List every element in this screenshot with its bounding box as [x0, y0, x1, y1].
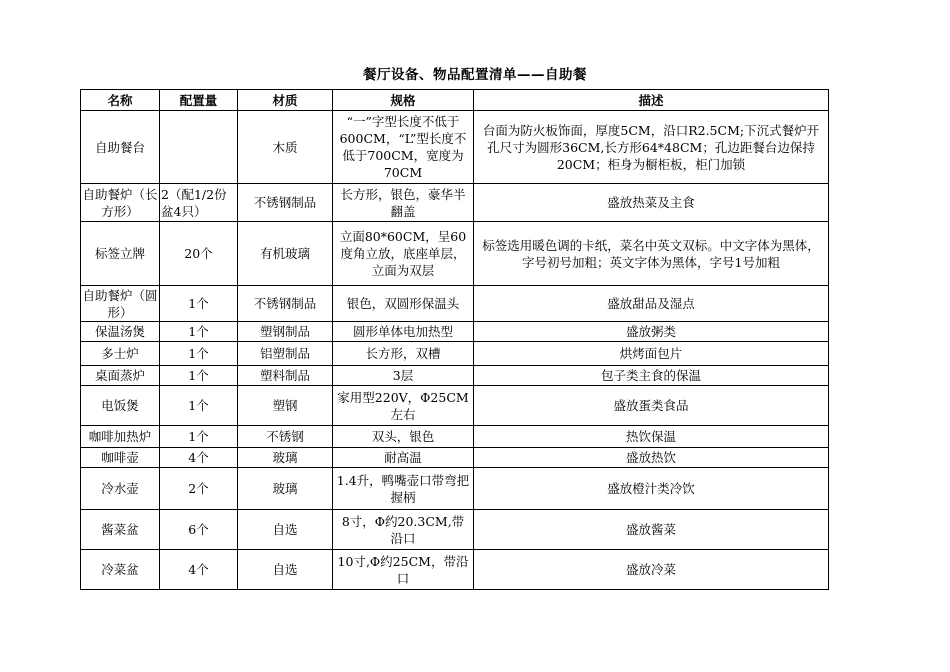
table-row — [81, 550, 829, 590]
cell-spec: 1.4升，鸭嘴壶口带弯把握柄 — [333, 468, 474, 510]
table-row — [81, 426, 829, 448]
cell-name: 多士炉 — [81, 342, 160, 366]
cell-material: 玻璃 — [238, 468, 333, 510]
cell-name: 冷水壶 — [81, 468, 160, 510]
cell-spec: 银色，双圆形保温头 — [333, 286, 474, 322]
cell-material: 自选 — [238, 550, 333, 590]
cell-spec: 双头，银色 — [333, 426, 474, 448]
header-row — [81, 90, 829, 111]
page-title: 餐厅设备、物品配置清单——自助餐 — [363, 67, 587, 83]
cell-name: 自助餐炉（圆形） — [82, 287, 158, 320]
cell-material: 塑料制品 — [238, 366, 333, 386]
cell-description: 盛放甜品及湿点 — [474, 286, 829, 322]
cell-quantity: 1个 — [160, 366, 238, 386]
cell-quantity: 1个 — [160, 286, 238, 322]
cell-name: 电饭煲 — [81, 386, 160, 426]
cell-material: 玻璃 — [238, 448, 333, 468]
cell-description: 盛放热菜及主食 — [474, 184, 829, 222]
cell-name: 酱菜盆 — [81, 510, 160, 550]
cell-name: 标签立牌 — [81, 222, 160, 286]
cell-material: 不锈钢 — [238, 426, 333, 448]
cell-spec: “一”字型长度不低于600CM，“L”型长度不低于700CM，宽度为70CM — [333, 111, 474, 184]
cell-spec: 3层 — [333, 366, 474, 386]
cell-material: 不锈钢制品 — [238, 286, 333, 322]
table-row — [81, 510, 829, 550]
cell-quantity: 2（配1/2份盆4只） — [160, 184, 238, 222]
cell-description: 盛放热饮 — [474, 448, 829, 468]
cell-name: 自助餐炉（长方形） — [81, 184, 160, 222]
cell-material: 塑钢 — [238, 386, 333, 426]
table-row — [81, 286, 829, 322]
cell-material: 不锈钢制品 — [238, 184, 333, 222]
cell-description: 包子类主食的保温 — [474, 366, 829, 386]
header-quantity: 配置量 — [160, 90, 238, 111]
table-row — [81, 448, 829, 468]
cell-spec: 8寸，Φ约20.3CM,带沿口 — [333, 510, 474, 550]
cell-description: 烘烤面包片 — [474, 342, 829, 366]
header-spec: 规格 — [333, 90, 474, 111]
table-row — [81, 342, 829, 366]
cell-spec: 立面80*60CM，呈60度角立放，底座单层，立面为双层 — [333, 222, 474, 286]
cell-name: 桌面蒸炉 — [81, 366, 160, 386]
cell-description: 标签选用暖色调的卡纸，菜名中英文双标。中文字体为黑体，字号初号加粗；英文字体为黑体，字号1号加粗 — [474, 222, 829, 286]
cell-quantity: 4个 — [160, 448, 238, 468]
header-material: 材质 — [238, 90, 333, 111]
table-row — [81, 468, 829, 510]
cell-description: 盛放橙汁类冷饮 — [474, 468, 829, 510]
cell-material: 塑钢制品 — [238, 322, 333, 342]
cell-name: 冷菜盆 — [81, 550, 160, 590]
cell-material: 自选 — [238, 510, 333, 550]
cell-spec: 10寸,Φ约25CM，带沿口 — [333, 550, 474, 590]
cell-description: 盛放冷菜 — [474, 550, 829, 590]
header-description: 描述 — [474, 90, 829, 111]
cell-quantity: 2个 — [160, 468, 238, 510]
cell-quantity: 6个 — [160, 510, 238, 550]
cell-spec: 长方形，银色，豪华半翻盖 — [333, 184, 474, 222]
cell-name: 咖啡壶 — [81, 448, 160, 468]
cell-quantity: 20个 — [160, 222, 238, 286]
cell-spec: 耐高温 — [333, 448, 474, 468]
header-name: 名称 — [81, 90, 160, 111]
cell-quantity: 1个 — [160, 322, 238, 342]
cell-name: 自助餐台 — [81, 111, 160, 184]
cell-description: 热饮保温 — [474, 426, 829, 448]
cell-quantity: 1个 — [160, 426, 238, 448]
cell-description: 盛放粥类 — [474, 322, 829, 342]
cell-material: 有机玻璃 — [238, 222, 333, 286]
table-row — [81, 111, 829, 184]
cell-name: 保温汤煲 — [81, 322, 160, 342]
cell-quantity: 4个 — [160, 550, 238, 590]
table-row — [81, 366, 829, 386]
cell-name: 咖啡加热炉 — [81, 426, 160, 448]
cell-spec: 长方形，双槽 — [333, 342, 474, 366]
table-row — [81, 222, 829, 286]
cell-quantity — [160, 111, 238, 184]
table-row — [81, 184, 829, 222]
cell-description: 盛放蛋类食品 — [474, 386, 829, 426]
cell-material: 铝塑制品 — [238, 342, 333, 366]
cell-spec: 家用型220V，Φ25CM左右 — [333, 386, 474, 426]
equipment-table — [80, 89, 829, 590]
cell-quantity: 1个 — [160, 342, 238, 366]
table-row — [81, 386, 829, 426]
cell-quantity: 1个 — [160, 386, 238, 426]
table-row — [81, 322, 829, 342]
cell-description: 台面为防火板饰面，厚度5CM，沿口R2.5CM;下沉式餐炉开孔尺寸为圆形36CM,长方形64*48CM；孔边距餐台边保持20CM；柜身为橱柜板，柜门加锁 — [474, 111, 829, 184]
cell-spec: 圆形单体电加热型 — [333, 322, 474, 342]
cell-description: 盛放酱菜 — [474, 510, 829, 550]
cell-material: 木质 — [238, 111, 333, 184]
